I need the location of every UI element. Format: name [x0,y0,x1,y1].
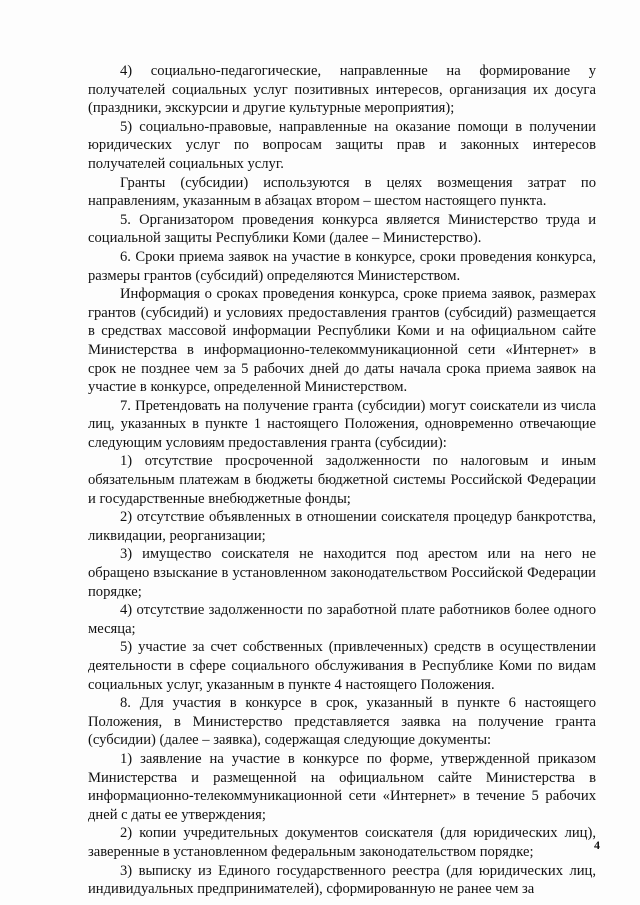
paragraph: 5) социально-правовые, направленные на оказание помощи в получении юридических услуг по вопросам защиты прав и законных интересов получателей социальных услуг. [88,118,596,172]
paragraph: 1) отсутствие просроченной задолженности по налоговым и иным обязательным платежам в бюджеты бюджетной системы Российской Федерации и государственные внебюджетные фонды; [88,453,596,507]
paragraph: 5. Организатором проведения конкурса является Министерство труда и социальной защиты Республики Коми (далее – Министерство). [88,211,596,247]
paragraph: 3) выписку из Единого государственного реестра (для юридических лиц, индивидуальных предпринимателей), сформированную не ранее чем за [88,862,596,898]
paragraph: 2) копии учредительных документов соискателя (для юридических лиц), заверенные в установленном федеральным законодательством порядке; [88,825,596,860]
paragraph: 6. Сроки приема заявок на участие в конкурсе, сроки проведения конкурса, размеры грантов (субсидий) определяются Министерством. [88,248,596,284]
paragraph: 2) отсутствие объявленных в отношении соискателя процедур банкротства, ликвидации, реорганизации; [88,509,596,544]
paragraph: 1) заявление на участие в конкурсе по форме, утвержденной приказом Министерства и размещенной на официальном сайте Министерства в информационно-телекоммуникационной сети «Интернет» в течение 5 рабочих дней с даты ее утверждения; [88,750,596,823]
page-number: 4 [594,838,600,852]
paragraph: 8. Для участия в конкурсе в срок, указанный в пункте 6 настоящего Положения, в Министерство представляется заявка на получение гранта (субсидии) (далее – заявка), содержащая следующие документы: [88,695,596,749]
document-body [88,62,596,899]
paragraph: 3) имущество соискателя не находится под арестом или на него не обращено взыскание в установленном законодательством Российской Федерации порядке; [88,546,596,600]
paragraph: 5) участие за счет собственных (привлеченных) средств в осуществлении деятельности в сфере социального обслуживания в Республике Коми по видам социальных услуг, указанным в пункте 4 настоящего Положения. [88,639,596,693]
paragraph: 7. Претендовать на получение гранта (субсидии) могут соискатели из числа лиц, указанных в пункте 1 настоящего Положения, одновременно отвечающие следующим условиям предоставления гранта (субсидии): [88,397,596,451]
paragraph: Информация о сроках проведения конкурса, сроке приема заявок, размерах грантов (субсидий) и условиях предоставления грантов (субсидий) размещается в средствах массовой информации Республики Коми и на официальном сайте Министерства в информационно-телекоммуникационной сети «Интернет» в срок не позднее чем за 5 рабочих дней до даты начала срока приема заявок на участие в конкурсе, определенной Министерством. [88,286,596,396]
paragraph: 4) отсутствие задолженности по заработной плате работников более одного месяца; [88,602,596,637]
paragraph: Гранты (субсидии) используются в целях возмещения затрат по направлениям, указанным в абзацах втором – шестом настоящего пункта. [88,174,596,210]
paragraph: 4) социально-педагогические, направленные на формирование у получателей социальных услуг позитивных интересов, организация их досуга (праздники, экскурсии и другие культурные мероприятия); [88,63,596,117]
